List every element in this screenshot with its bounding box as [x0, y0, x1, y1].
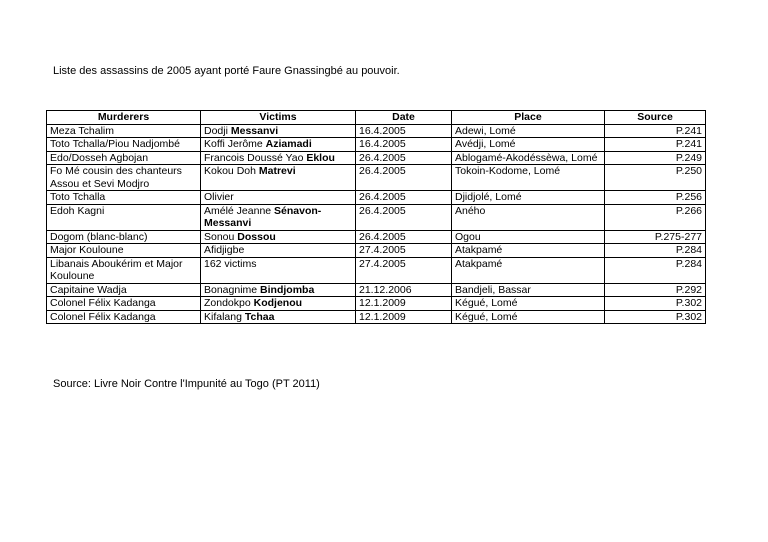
place-cell: Ablogamé-Akodéssèwa, Lomé [452, 151, 605, 165]
source-cell: P.302 [605, 310, 706, 324]
table-row [47, 257, 706, 283]
date-cell: 26.4.2005 [356, 204, 452, 230]
place-cell: Aného [452, 204, 605, 230]
victim-first-name: Francois Doussé Yao [204, 151, 307, 164]
victim-cell [201, 191, 356, 205]
header-murderers: Murderers [47, 111, 201, 125]
date-cell: 27.4.2005 [356, 244, 452, 258]
table-row [47, 204, 706, 230]
place-cell: Atakpamé [452, 244, 605, 258]
murderer-cell: Major Kouloune [47, 244, 201, 258]
source-cell: P.249 [605, 151, 706, 165]
victim-first-name: Koffi Jerôme [204, 138, 266, 150]
victim-surname: Matrevi [258, 165, 296, 177]
victim-first-name: Kifalang [204, 310, 245, 323]
murderer-cell: Colonel Félix Kadanga [47, 297, 201, 311]
victim-first-name: Sonou [204, 230, 238, 243]
date-cell: 27.4.2005 [356, 257, 452, 283]
table-row [47, 124, 706, 138]
victim-surname: Tchaa [244, 310, 275, 323]
date-cell: 16.4.2005 [356, 138, 452, 152]
victim-cell [201, 138, 356, 152]
source-cell: P.256 [605, 191, 706, 205]
date-cell: 26.4.2005 [356, 165, 452, 191]
place-cell: Adewi, Lomé [452, 124, 605, 138]
header-place: Place [452, 111, 605, 125]
source-citation: Source: Livre Noir Contre l'Impunité au Togo (PT 2011) [53, 378, 320, 390]
date-cell: 26.4.2005 [356, 230, 452, 244]
header-source: Source [605, 111, 706, 125]
victim-cell [201, 283, 356, 297]
table-row [47, 230, 706, 244]
victim-surname: Sénavon-Messanvi [204, 204, 322, 229]
victim-surname: Eklou [306, 151, 335, 164]
victim-first-name: Bonagnime [204, 283, 261, 296]
place-cell: Djidjolé, Lomé [452, 191, 605, 205]
murderer-cell: Edoh Kagni [47, 204, 201, 230]
source-cell: P.275-277 [605, 230, 706, 244]
place-cell: Kégué, Lomé [452, 297, 605, 311]
date-cell: 16.4.2005 [356, 124, 452, 138]
date-cell: 26.4.2005 [356, 191, 452, 205]
table-header-row [47, 111, 706, 125]
murderer-cell: Capitaine Wadja [47, 283, 201, 297]
murderer-cell: Dogom (blanc-blanc) [47, 230, 201, 244]
victim-surname: Kodjenou [253, 297, 303, 309]
victim-first-name: Olivier [204, 191, 234, 203]
victim-cell [201, 230, 356, 244]
intro-text: Liste des assassins de 2005 ayant porté Faure Gnassingbé au pouvoir. [53, 65, 400, 77]
victim-first-name: Amélé Jeanne [204, 204, 275, 217]
source-cell: P.284 [605, 257, 706, 283]
victim-cell [201, 310, 356, 324]
source-cell: P.302 [605, 297, 706, 311]
place-cell: Tokoin-Kodome, Lomé [452, 165, 605, 191]
source-cell: P.241 [605, 124, 706, 138]
victim-surname: Messanvi [230, 124, 279, 137]
victim-cell [201, 151, 356, 165]
victim-surname: Aziamadi [265, 138, 312, 150]
murderer-cell: Toto Tchalla/Piou Nadjombé [47, 138, 201, 152]
victim-surname: Dossou [237, 230, 276, 243]
table-row [47, 310, 706, 324]
victim-cell [201, 244, 356, 258]
date-cell: 12.1.2009 [356, 297, 452, 311]
date-cell: 26.4.2005 [356, 151, 452, 165]
assassins-table [46, 110, 706, 324]
victim-cell [201, 257, 356, 283]
murderer-cell: Toto Tchalla [47, 191, 201, 205]
victim-first-name: Afidjigbe [204, 244, 245, 256]
victim-first-name: Zondokpo [204, 297, 254, 309]
place-cell: Avédji, Lomé [452, 138, 605, 152]
header-date: Date [356, 111, 452, 125]
victim-cell [201, 204, 356, 230]
table-row [47, 244, 706, 258]
victim-first-name: Kokou Doh [204, 165, 259, 177]
header-victims: Victims [201, 111, 356, 125]
place-cell: Atakpamé [452, 257, 605, 283]
table-row [47, 138, 706, 152]
victim-first-name: 162 victims [204, 257, 257, 270]
source-cell: P.266 [605, 204, 706, 230]
source-cell: P.241 [605, 138, 706, 152]
table-row [47, 165, 706, 191]
murderer-cell: Fo Mé cousin des chanteurs Assou et Sevi Modjro [47, 165, 201, 191]
source-cell: P.250 [605, 165, 706, 191]
date-cell: 12.1.2009 [356, 310, 452, 324]
source-cell: P.292 [605, 283, 706, 297]
table-row [47, 151, 706, 165]
place-cell: Kégué, Lomé [452, 310, 605, 324]
victim-cell [201, 165, 356, 191]
murderer-cell: Meza Tchalim [47, 124, 201, 138]
murderer-cell: Libanais Aboukérim et Major Kouloune [47, 257, 201, 283]
murderer-cell: Colonel Félix Kadanga [47, 310, 201, 324]
table-row [47, 191, 706, 205]
place-cell: Ogou [452, 230, 605, 244]
date-cell: 21.12.2006 [356, 283, 452, 297]
table-row [47, 297, 706, 311]
victim-first-name: Dodji [204, 124, 231, 137]
victim-cell [201, 297, 356, 311]
victim-cell [201, 124, 356, 138]
place-cell: Bandjeli, Bassar [452, 283, 605, 297]
victim-surname: Bindjomba [260, 283, 315, 296]
table-row [47, 283, 706, 297]
source-cell: P.284 [605, 244, 706, 258]
murderer-cell: Edo/Dosseh Agbojan [47, 151, 201, 165]
